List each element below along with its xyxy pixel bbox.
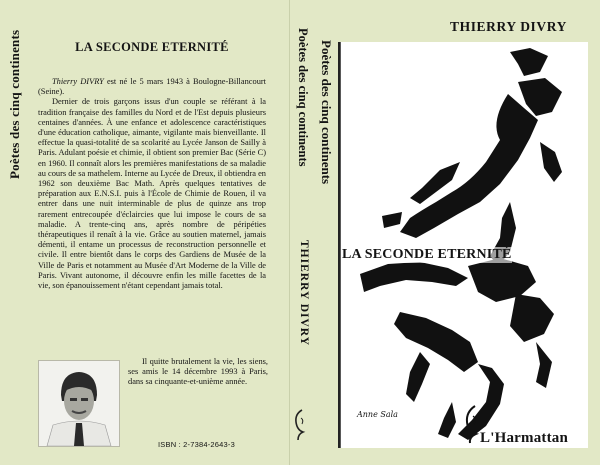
cover-artwork: [338, 42, 588, 448]
front-book-title: LA SECONDE ETERNITÉ: [342, 247, 512, 262]
author-photo: [38, 360, 120, 447]
bio-author-name: Thierry DIVRY: [52, 77, 104, 86]
spine-author: THIERRY DIVRY: [298, 240, 310, 347]
author-portrait-image: [39, 361, 119, 446]
isbn: ISBN : 2-7384-2643-3: [158, 440, 235, 449]
spine-publisher-logo-icon: [292, 408, 308, 442]
abstract-figure-drawing: [340, 42, 588, 448]
front-series-title: Poètes des cinq continents: [319, 40, 334, 185]
bio-intro: est né le 5 mars 1943 à Boulogne-Billancourt (Seine).: [38, 77, 266, 97]
artist-signature: Anne Sala: [357, 410, 398, 419]
death-note-text: Il quitte brutalement la vie, les siens, ses amis le 14 décembre 1993 à Paris, dans sa cinquante-et-unième année.: [128, 357, 268, 387]
publisher-name: L'Harmattan: [480, 430, 569, 446]
spine-series-title: Poètes des cinq continents: [296, 28, 310, 167]
author-biography: [38, 77, 266, 291]
back-series-title: Poètes des cinq continents: [7, 30, 22, 180]
spine-fold: [289, 0, 290, 465]
death-note: [128, 357, 268, 388]
publisher-logo-icon: [462, 404, 482, 444]
back-book-title: LA SECONDE ETERNITÉ: [75, 40, 229, 54]
front-author: THIERRY DIVRY: [450, 19, 567, 34]
bio-main-text: Dernier de trois garçons issus d'un couple se référant à la tradition française des familles du Nord et de l'Est depuis plusieurs centaines d'années. À une enfance et adolescence caractéristiques d'une éducation catholique, aimante, vigilante mais bienveillante. Il effectue la quasi-totalité de sa scolarité au Lycée Janson de Sailly à Paris. Adulant poésie et chimie, il obtient son premier Bac (Série C) en 1960. Il connaît alors les premières manifestations de sa maladie au cours de sa mathelem. Interne au Lycée de Dreux, il obtiendra en 1962 son deuxième Bac Math. Après quelques tentatives de préparation aux E.N.S.I. puis à l'École de Chimie de Rouen, il va entrer dans une nuit interminable de plus de quinze ans trop rarement entrecoupée d'éclaircies que lui impose le cours de sa maladie. A trente-cinq ans, après nombre de péripéties thérapeutiques il renaît à la vie. Grâce au soutien maternel, jamais démenti, il entame un processus de reconstruction personnelle et civile. Il entre bientôt dans le corps des Gardiens de Musée de la Ville de Paris et notamment au Musée d'Art Moderne de la Ville de Paris. Vivant autonome, il découvre enfin les mille facettes de la vie, son épanouissement n'étant cependant jamais total.: [38, 97, 266, 291]
